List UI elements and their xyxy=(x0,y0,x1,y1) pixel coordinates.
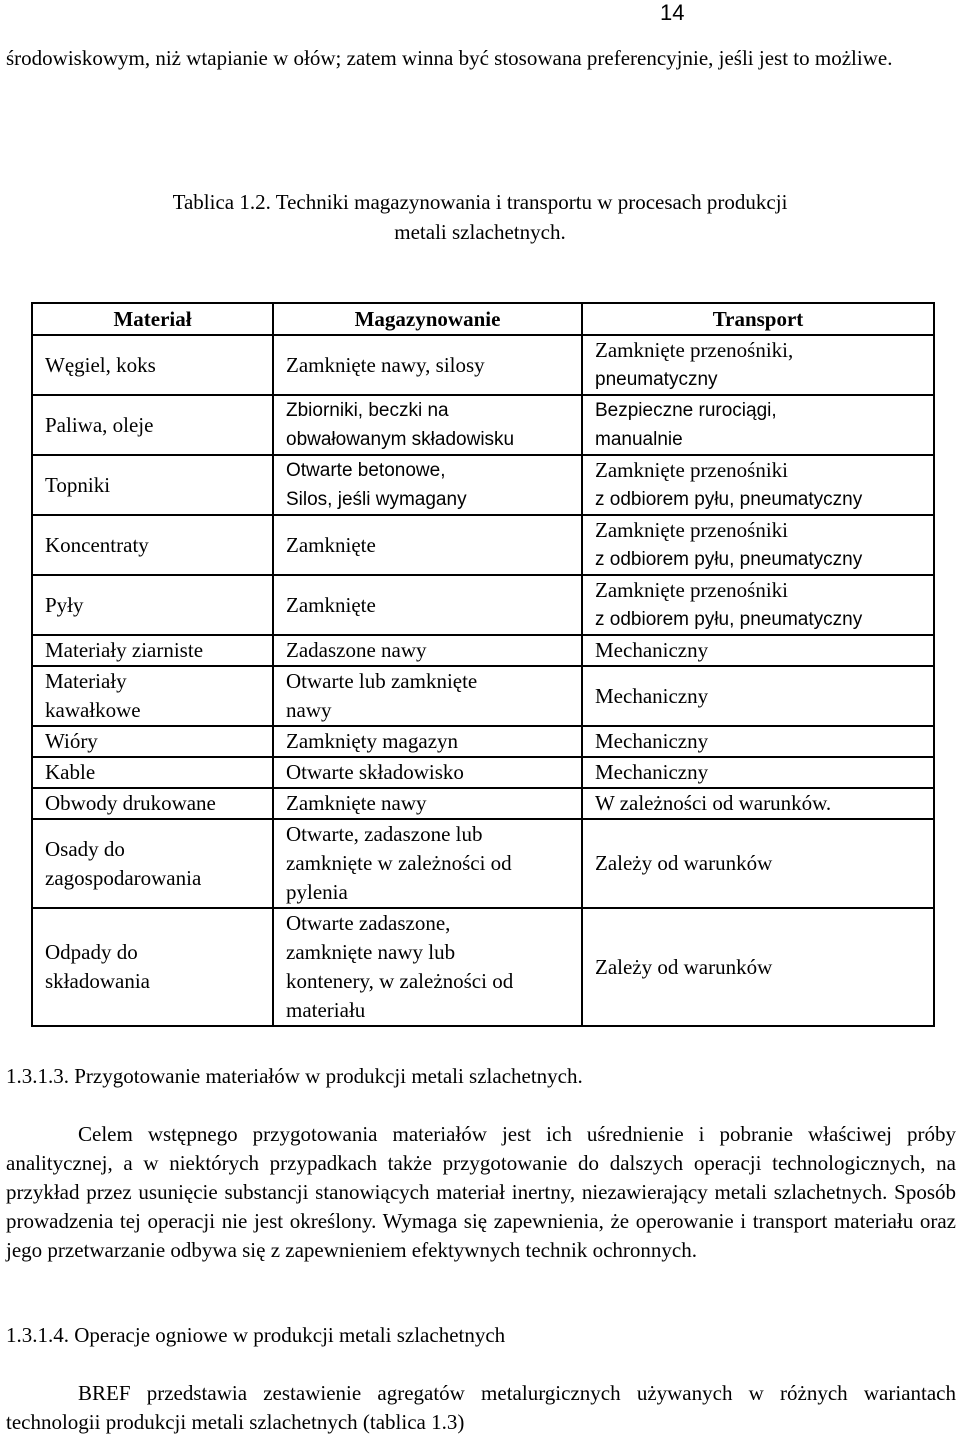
cell-line: Materiały ziarniste xyxy=(45,638,204,662)
cell-line: Materiały xyxy=(45,669,127,693)
cell-line: manualnie xyxy=(595,429,683,450)
cell-line: Otwarte, zadaszone lub xyxy=(286,822,483,846)
table-row xyxy=(32,335,934,395)
page-number: 14 xyxy=(660,0,685,25)
cell-line: kontenery, w zależności od xyxy=(286,969,514,993)
cell-storage xyxy=(273,757,582,788)
cell-line: Bezpieczne rurociągi, xyxy=(595,400,777,421)
cell-line: Zamknięte xyxy=(286,592,376,617)
cell-line: Topniki xyxy=(45,472,111,497)
cell-line: Pyły xyxy=(45,592,84,617)
cell-storage xyxy=(273,819,582,908)
cell-material xyxy=(32,575,273,635)
table-row xyxy=(32,666,934,726)
table-row xyxy=(32,788,934,819)
storage-transport-table xyxy=(31,302,935,1027)
caption-line-2: metali szlachetnych. xyxy=(394,220,566,244)
header-storage: Magazynowanie xyxy=(273,303,582,335)
table-row xyxy=(32,757,934,788)
cell-material xyxy=(32,515,273,575)
cell-material xyxy=(32,819,273,908)
cell-storage xyxy=(273,635,582,666)
cell-line: Zbiorniki, beczki na xyxy=(286,400,449,421)
cell-line: Mechaniczny xyxy=(595,683,709,708)
cell-storage xyxy=(273,515,582,575)
cell-line: Zamknięty magazyn xyxy=(286,729,459,753)
cell-line: nawy xyxy=(286,698,332,722)
cell-line: kawałkowe xyxy=(45,698,141,722)
section-heading-1-3-1-4: 1.3.1.4. Operacje ogniowe w produkcji metali szlachetnych xyxy=(6,1323,506,1347)
cell-material xyxy=(32,908,273,1026)
cell-line: Otwarte betonowe, xyxy=(286,460,446,481)
section-paragraph-1-3-1-4: BREF przedstawia zestawienie agregatów metalurgicznych używanych w różnych wariantach technologii produkcji metali szlachetnych (tablica 1.3) xyxy=(6,1381,956,1434)
cell-line: z odbiorem pyłu, pneumatyczny xyxy=(595,549,863,570)
cell-material xyxy=(32,788,273,819)
cell-line: pneumatyczny xyxy=(595,369,718,390)
cell-transport xyxy=(582,515,934,575)
header-transport: Transport xyxy=(582,303,934,335)
cell-storage xyxy=(273,726,582,757)
cell-material xyxy=(32,666,273,726)
table-row xyxy=(32,515,934,575)
cell-line: składowania xyxy=(45,969,150,993)
cell-line: Wióry xyxy=(45,729,98,753)
cell-line: W zależności od warunków. xyxy=(595,791,832,815)
table-caption xyxy=(0,187,960,247)
cell-transport xyxy=(582,908,934,1026)
section-heading-1-3-1-3: 1.3.1.3. Przygotowanie materiałów w produkcji metali szlachetnych. xyxy=(6,1064,583,1088)
cell-material xyxy=(32,455,273,515)
cell-line: Otwarte lub zamknięte xyxy=(286,669,478,693)
cell-material xyxy=(32,335,273,395)
cell-line: Zamknięte przenośniki xyxy=(595,578,789,602)
cell-line: Koncentraty xyxy=(45,532,149,557)
cell-storage xyxy=(273,335,582,395)
cell-line: z odbiorem pyłu, pneumatyczny xyxy=(595,489,863,510)
table-header-row xyxy=(32,303,934,335)
cell-line: Zależy od warunków xyxy=(595,954,773,979)
cell-line: zagospodarowania xyxy=(45,865,202,890)
cell-transport xyxy=(582,757,934,788)
cell-line: Osady do xyxy=(45,836,125,861)
cell-line: Zadaszone nawy xyxy=(286,638,427,662)
cell-storage xyxy=(273,666,582,726)
cell-material xyxy=(32,395,273,455)
caption-line-1: Tablica 1.2. Techniki magazynowania i transportu w procesach produkcji xyxy=(172,190,788,214)
table-row xyxy=(32,575,934,635)
cell-transport xyxy=(582,575,934,635)
cell-line: Mechaniczny xyxy=(595,638,709,662)
intro-paragraph: środowiskowym, niż wtapianie w ołów; zatem winna być stosowana preferencyjnie, jeśli jest to możliwe. xyxy=(6,46,893,70)
cell-material xyxy=(32,635,273,666)
cell-storage xyxy=(273,908,582,1026)
cell-storage xyxy=(273,455,582,515)
cell-line: obwałowanym składowisku xyxy=(286,429,515,450)
table-row xyxy=(32,726,934,757)
cell-line: zamknięte w zależności od xyxy=(286,851,512,875)
cell-line: Zależy od warunków xyxy=(595,851,773,875)
cell-transport xyxy=(582,788,934,819)
cell-storage xyxy=(273,788,582,819)
cell-line: Otwarte składowisko xyxy=(286,760,464,784)
cell-line: zamknięte nawy lub xyxy=(286,940,456,964)
cell-transport xyxy=(582,635,934,666)
cell-line: Zamknięte xyxy=(286,532,376,557)
cell-transport xyxy=(582,335,934,395)
cell-line: Zamknięte nawy xyxy=(286,791,427,815)
table-row xyxy=(32,819,934,908)
cell-line: pylenia xyxy=(286,880,348,904)
cell-line: Zamknięte przenośniki xyxy=(595,458,789,482)
cell-line: Odpady do xyxy=(45,940,138,964)
cell-line: Zamknięte nawy, silosy xyxy=(286,352,485,377)
cell-line: Silos, jeśli wymagany xyxy=(286,489,467,510)
cell-transport xyxy=(582,666,934,726)
cell-line: Węgiel, koks xyxy=(45,352,156,377)
section-paragraph-1-3-1-3: Celem wstępnego przygotowania materiałów jest ich uśrednienie i pobranie właściwej próby analitycznej, a w niektórych przypadkach także przygotowanie do dalszych operacji technologicznych, na przykład przez usunięcie substancji stanowiących materiał inertny, niezawierający metali szlachetnych. Sposób prowadzenia tej operacji nie jest określony. Wymaga się zapewnienia, że operowanie i transport materiału oraz jego przetwarzanie odbywa się z zapewnieniem efektywnych technik ochronnych. xyxy=(6,1122,956,1262)
cell-line: Obwody drukowane xyxy=(45,791,216,815)
cell-line: Mechaniczny xyxy=(595,729,709,753)
cell-line: Kable xyxy=(45,760,96,784)
header-material: Materiał xyxy=(32,303,273,335)
cell-transport xyxy=(582,819,934,908)
table-row xyxy=(32,455,934,515)
cell-line: Mechaniczny xyxy=(595,760,709,784)
table-row xyxy=(32,635,934,666)
cell-material xyxy=(32,726,273,757)
cell-material xyxy=(32,757,273,788)
cell-storage xyxy=(273,395,582,455)
cell-line: Zamknięte przenośniki, xyxy=(595,338,794,362)
table-row xyxy=(32,908,934,1026)
cell-transport xyxy=(582,395,934,455)
cell-line: materiału xyxy=(286,998,366,1022)
cell-line: Otwarte zadaszone, xyxy=(286,911,451,935)
cell-line: z odbiorem pyłu, pneumatyczny xyxy=(595,609,863,630)
cell-line: Zamknięte przenośniki xyxy=(595,518,789,542)
cell-storage xyxy=(273,575,582,635)
cell-line: Paliwa, oleje xyxy=(45,412,154,437)
table-row xyxy=(32,395,934,455)
cell-transport xyxy=(582,455,934,515)
cell-transport xyxy=(582,726,934,757)
